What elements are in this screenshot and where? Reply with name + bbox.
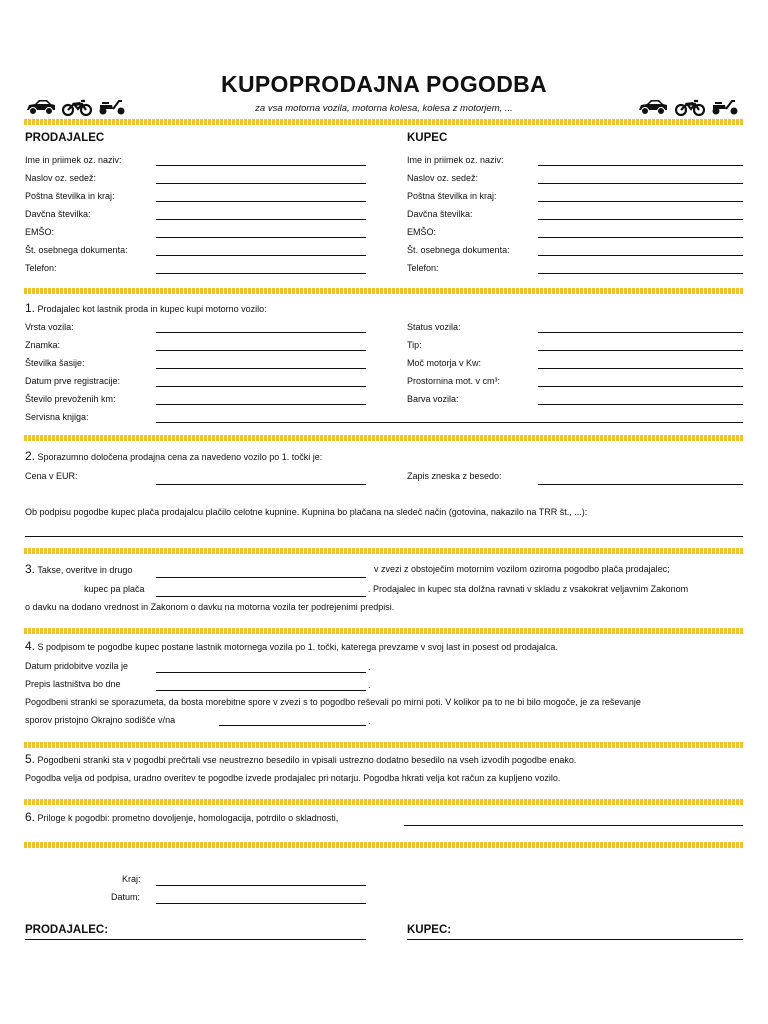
divider-stripe xyxy=(24,119,744,125)
buyer-field-label: EMŠO: xyxy=(407,227,437,237)
section-3-text-d: . Prodajalec in kupec sta dolžna ravnati v skladu z vsakokrat veljavnim Zakonom xyxy=(368,584,689,594)
section-number: 5. xyxy=(25,752,36,766)
divider-stripe xyxy=(24,548,744,554)
seller-signature-label: PRODAJALEC: xyxy=(25,924,109,936)
vehicle-field-input[interactable] xyxy=(538,386,743,387)
date-label: Datum: xyxy=(111,892,141,902)
seller-field-label: Poštna številka in kraj: xyxy=(25,191,115,201)
car-icon xyxy=(25,98,57,116)
seller-field-label: EMŠO: xyxy=(25,227,55,237)
section-6-text: Priloge k pogodbi: prometno dovoljenje, homologacija, potrdilo o skladnosti, xyxy=(37,813,339,823)
vehicle-field-input[interactable] xyxy=(538,332,743,333)
divider-stripe xyxy=(24,288,744,294)
vehicle-field-input[interactable] xyxy=(538,350,743,351)
seller-field-input[interactable] xyxy=(156,255,366,256)
price-words-field[interactable] xyxy=(538,484,743,485)
vehicle-field-label: Moč motorja v Kw: xyxy=(407,358,482,368)
payment-method-field[interactable] xyxy=(25,536,743,537)
buyer-field-input[interactable] xyxy=(538,219,743,220)
place-label: Kraj: xyxy=(122,874,141,884)
document-subtitle: za vsa motorna vozila, motorna kolesa, kolesa z motorjem, ... xyxy=(255,103,513,114)
section-4-intro xyxy=(25,639,558,653)
buyer-field-input[interactable] xyxy=(538,201,743,202)
buyer-field-input[interactable] xyxy=(538,273,743,274)
seller-field-label: Št. osebnega dokumenta: xyxy=(25,245,128,255)
vehicle-field-input[interactable] xyxy=(156,422,743,423)
seller-field-input[interactable] xyxy=(156,183,366,184)
acquisition-date-label: Datum pridobitve vozila je xyxy=(25,661,129,671)
payment-text: Ob podpisu pogodbe kupec plača prodajalcu plačilo celotne kupnine. Kupnina bo plačana na sledeč način (gotovina, nakazilo na TRR št., ...): xyxy=(25,507,588,517)
section-number: 2. xyxy=(25,449,36,463)
period-mark: . xyxy=(368,716,371,726)
transfer-date-label: Prepis lastništva bo dne xyxy=(25,679,121,689)
divider-stripe xyxy=(24,842,744,848)
place-field[interactable] xyxy=(156,885,366,886)
buyer-field-input[interactable] xyxy=(538,255,743,256)
section-3-text-c: kupec pa plača xyxy=(84,584,145,594)
section-5-text: Pogodbeni stranki sta v pogodbi prečrtali vse neustrezno besedilo in vpisali ustrezno dodatno besedilo na vseh izvodih pogodbe enako. xyxy=(37,755,577,765)
attachments-field[interactable] xyxy=(404,825,743,826)
vehicle-field-label: Vrsta vozila: xyxy=(25,322,74,332)
price-words-label: Zapis zneska z besedo: xyxy=(407,471,502,481)
vehicle-field-label: Tip: xyxy=(407,340,422,350)
section-3-text-e: o davku na dodano vrednost in Zakonom o davku na motorna vozila ter podrejenimi predpisi. xyxy=(25,602,395,612)
section-4-text: S podpisom te pogodbe kupec postane lastnik motornega vozila po 1. točki, katerega prevzame v svoj last in posest od prodajalca. xyxy=(37,642,558,652)
validity-text: Pogodba velja od podpisa, uradno overitev te pogodbe izvede prodajalec pri notarju. Pogodba hkrati velja kot račun za kupljeno vozilo. xyxy=(25,773,561,783)
seller-field-input[interactable] xyxy=(156,237,366,238)
seller-signature-field[interactable] xyxy=(25,939,366,940)
seller-field-input[interactable] xyxy=(156,165,366,166)
section-3-intro xyxy=(25,562,132,576)
buyer-field-label: Naslov oz. sedež: xyxy=(407,173,479,183)
seller-fees-field[interactable] xyxy=(156,577,366,578)
seller-field-label: Telefon: xyxy=(25,263,57,273)
price-field[interactable] xyxy=(156,484,366,485)
motorcycle-icon xyxy=(675,98,705,116)
disputes-text: Pogodbeni stranki se sporazumeta, da bosta morebitne spore v zvezi s to pogodbo reševali po mirni poti. V kolikor pa to ne bi bilo mogoče, je za reševanje xyxy=(25,697,641,707)
seller-field-label: Ime in priimek oz. naziv: xyxy=(25,155,122,165)
section-1-intro xyxy=(25,301,267,315)
vehicle-field-input[interactable] xyxy=(156,368,366,369)
vehicle-field-label: Število prevoženih km: xyxy=(25,394,116,404)
vehicle-field-label: Servisna knjiga: xyxy=(25,412,89,422)
price-label: Cena v EUR: xyxy=(25,471,78,481)
section-6-intro xyxy=(25,810,338,824)
vehicle-field-label: Barva vozila: xyxy=(407,394,459,404)
vehicle-field-input[interactable] xyxy=(156,404,366,405)
section-number: 6. xyxy=(25,810,36,824)
court-label: sporov pristojno Okrajno sodišče v/na xyxy=(25,715,176,725)
car-icon xyxy=(637,98,669,116)
buyer-signature-field[interactable] xyxy=(407,939,743,940)
buyer-field-input[interactable] xyxy=(538,183,743,184)
section-number: 3. xyxy=(25,562,36,576)
vehicle-field-input[interactable] xyxy=(156,350,366,351)
scooter-icon xyxy=(97,97,127,116)
acquisition-date-field[interactable] xyxy=(156,672,366,673)
document-title: KUPOPRODAJNA POGODBA xyxy=(221,71,547,97)
vehicle-field-label: Status vozila: xyxy=(407,322,461,332)
divider-stripe xyxy=(24,435,744,441)
vehicle-field-input[interactable] xyxy=(156,386,366,387)
section-number: 1. xyxy=(25,301,36,315)
seller-field-input[interactable] xyxy=(156,219,366,220)
vehicle-field-input[interactable] xyxy=(538,404,743,405)
divider-stripe xyxy=(24,742,744,748)
section-3-text-b: v zvezi z obstoječim motornim vozilom oziroma pogodbo plača prodajalec; xyxy=(374,564,670,574)
section-number: 4. xyxy=(25,639,36,653)
court-field[interactable] xyxy=(219,725,366,726)
divider-stripe xyxy=(24,628,744,634)
section-2-text: Sporazumno določena prodajna cena za navedeno vozilo po 1. točki je: xyxy=(37,452,323,462)
buyer-field-input[interactable] xyxy=(538,165,743,166)
section-1-text: Prodajalec kot lastnik proda in kupec kupi motorno vozilo: xyxy=(37,304,267,314)
seller-field-label: Davčna številka: xyxy=(25,209,91,219)
buyer-field-label: Ime in priimek oz. naziv: xyxy=(407,155,504,165)
transfer-date-field[interactable] xyxy=(156,690,366,691)
buyer-heading: KUPEC xyxy=(407,132,448,144)
seller-field-input[interactable] xyxy=(156,273,366,274)
period-mark: . xyxy=(368,680,371,690)
motorcycle-icon xyxy=(62,98,92,116)
vehicle-field-label: Datum prve registracije: xyxy=(25,376,121,386)
section-5-intro xyxy=(25,752,576,766)
buyer-field-label: Davčna številka: xyxy=(407,209,473,219)
seller-heading: PRODAJALEC xyxy=(25,132,105,144)
vehicle-field-label: Številka šasije: xyxy=(25,358,85,368)
seller-field-label: Naslov oz. sedež: xyxy=(25,173,97,183)
seller-field-input[interactable] xyxy=(156,201,366,202)
buyer-signature-label: KUPEC: xyxy=(407,924,452,936)
divider-stripe xyxy=(24,799,744,805)
vehicle-field-label: Znamka: xyxy=(25,340,61,350)
buyer-field-label: Telefon: xyxy=(407,263,439,273)
scooter-icon xyxy=(710,97,740,116)
vehicle-field-label: Prostornina mot. v cm³: xyxy=(407,376,501,386)
buyer-fees-field[interactable] xyxy=(156,596,366,597)
vehicle-field-input[interactable] xyxy=(538,368,743,369)
buyer-field-label: Št. osebnega dokumenta: xyxy=(407,245,510,255)
section-3-text: Takse, overitve in drugo xyxy=(37,565,133,575)
vehicle-field-input[interactable] xyxy=(156,332,366,333)
buyer-field-label: Poštna številka in kraj: xyxy=(407,191,497,201)
section-2-intro xyxy=(25,449,322,463)
buyer-field-input[interactable] xyxy=(538,237,743,238)
date-field[interactable] xyxy=(156,903,366,904)
period-mark: . xyxy=(368,662,371,672)
